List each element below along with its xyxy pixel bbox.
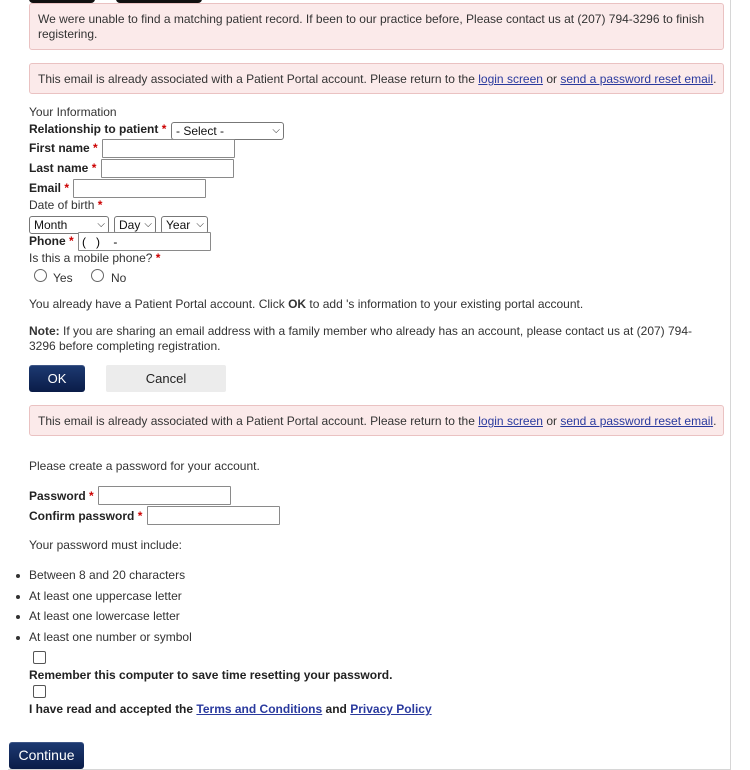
required-mark: * — [89, 489, 94, 503]
email-input[interactable] — [73, 179, 206, 198]
alert-period: . — [713, 414, 717, 428]
note-line1-text: If you are sharing an email address with a family member who already has an account, please contact us at (207) 794- — [63, 324, 693, 338]
last-name-label — [29, 161, 96, 175]
existing-account-post: to add 's information to your existing portal account. — [309, 297, 584, 311]
dob-year-value: Year — [166, 218, 191, 232]
required-mark: * — [93, 141, 98, 155]
existing-account-pre: You already have a Patient Portal account. Click — [29, 297, 285, 311]
email-label-text: Email — [29, 181, 62, 195]
no-match-alert — [29, 3, 724, 50]
password-input[interactable] — [98, 486, 231, 505]
login-screen-link[interactable]: login screen — [478, 414, 543, 428]
ok-button[interactable]: OK — [29, 365, 85, 392]
email-exists-alert-text: This email is already associated with a Patient Portal account. Please return to the — [38, 72, 475, 86]
email-exists-alert — [29, 63, 724, 94]
relationship-label — [29, 122, 166, 136]
phone-label-text: Phone — [29, 234, 66, 248]
password-rule: At least one lowercase letter — [29, 609, 180, 623]
required-mark: * — [69, 234, 74, 248]
mobile-yes-label: Yes — [53, 271, 73, 285]
no-match-alert-text: We were unable to find a matching patient record. If been to our practice before, Please contact us at (207) 794-3296 to finish registering. — [38, 12, 705, 41]
bullet-icon — [16, 636, 20, 640]
email-label — [29, 181, 69, 195]
required-mark: * — [91, 161, 97, 175]
terms-link[interactable]: Terms and Conditions — [196, 702, 323, 716]
first-name-label — [29, 141, 98, 155]
mobile-no-radio[interactable] — [91, 269, 104, 282]
login-screen-link[interactable]: login screen — [478, 72, 543, 86]
existing-account-ok-word: OK — [288, 297, 307, 311]
phone-input[interactable] — [78, 232, 211, 251]
password-rules-title: Your password must include: — [29, 538, 182, 552]
chevron-down-icon: ⌵ — [196, 219, 204, 230]
first-name-input[interactable] — [102, 139, 235, 158]
password-rule: At least one number or symbol — [29, 630, 192, 644]
confirm-password-label — [29, 509, 142, 523]
note-line2: 3296 before completing registration. — [29, 339, 221, 353]
email-exists-alert-2 — [29, 405, 724, 436]
password-label-text: Password — [29, 489, 86, 503]
existing-account-message — [29, 297, 583, 311]
relationship-label-text: Relationship to patient — [29, 122, 159, 136]
password-reset-link[interactable]: send a password reset email — [560, 72, 714, 86]
chevron-down-icon: ⌵ — [97, 219, 105, 230]
required-mark: * — [64, 181, 70, 195]
phone-label — [29, 234, 74, 248]
relationship-select[interactable] — [171, 122, 284, 140]
accept-terms-label — [29, 702, 432, 716]
chevron-down-icon: ⌵ — [144, 219, 152, 230]
page-border-right — [730, 0, 731, 770]
required-mark: * — [155, 251, 161, 265]
accept-terms-pre: I have read and accepted the — [29, 702, 194, 716]
required-mark: * — [161, 122, 167, 136]
note-line1 — [29, 324, 692, 338]
password-intro: Please create a password for your account. — [29, 459, 260, 473]
required-mark: * — [137, 509, 143, 523]
confirm-password-input[interactable] — [147, 506, 280, 525]
password-rule: Between 8 and 20 characters — [29, 568, 186, 582]
confirm-password-label-text: Confirm password — [29, 509, 135, 523]
dob-day-value: Day — [119, 218, 141, 232]
first-name-label-text: First name — [29, 141, 90, 155]
bullet-icon — [16, 595, 20, 599]
cancel-button[interactable]: Cancel — [106, 365, 226, 392]
bullet-icon — [16, 574, 20, 578]
note-label: Note: — [29, 324, 60, 338]
accept-terms-checkbox[interactable] — [33, 685, 46, 698]
continue-button[interactable]: Continue — [9, 742, 84, 769]
alert-period: . — [713, 72, 717, 86]
email-exists-alert-text: This email is already associated with a Patient Portal account. Please return to the — [38, 414, 475, 428]
required-mark: * — [97, 198, 103, 212]
remember-computer-checkbox[interactable] — [33, 651, 46, 664]
password-reset-link[interactable]: send a password reset email — [560, 414, 714, 428]
mobile-question-text: Is this a mobile phone? — [29, 251, 153, 265]
mobile-yes-radio[interactable] — [34, 269, 47, 282]
mobile-no-label: No — [111, 271, 127, 285]
accept-terms-and: and — [325, 702, 347, 716]
privacy-link[interactable]: Privacy Policy — [350, 702, 432, 716]
section-title: Your Information — [29, 105, 117, 119]
alert-or-text: or — [546, 414, 557, 428]
dob-label-text: Date of birth — [29, 198, 95, 212]
bullet-icon — [16, 615, 20, 619]
dob-month-value: Month — [34, 218, 68, 232]
dob-label — [29, 198, 102, 212]
password-rule: At least one uppercase letter — [29, 589, 182, 603]
last-name-input[interactable] — [101, 159, 234, 178]
chevron-down-icon: ⌵ — [272, 125, 280, 136]
relationship-select-value: - Select - — [176, 124, 225, 138]
password-label — [29, 489, 94, 503]
alert-or-text: or — [546, 72, 557, 86]
last-name-label-text: Last name — [29, 161, 89, 175]
mobile-question — [29, 251, 160, 265]
remember-computer-label: Remember this computer to save time resetting your password. — [29, 668, 393, 682]
